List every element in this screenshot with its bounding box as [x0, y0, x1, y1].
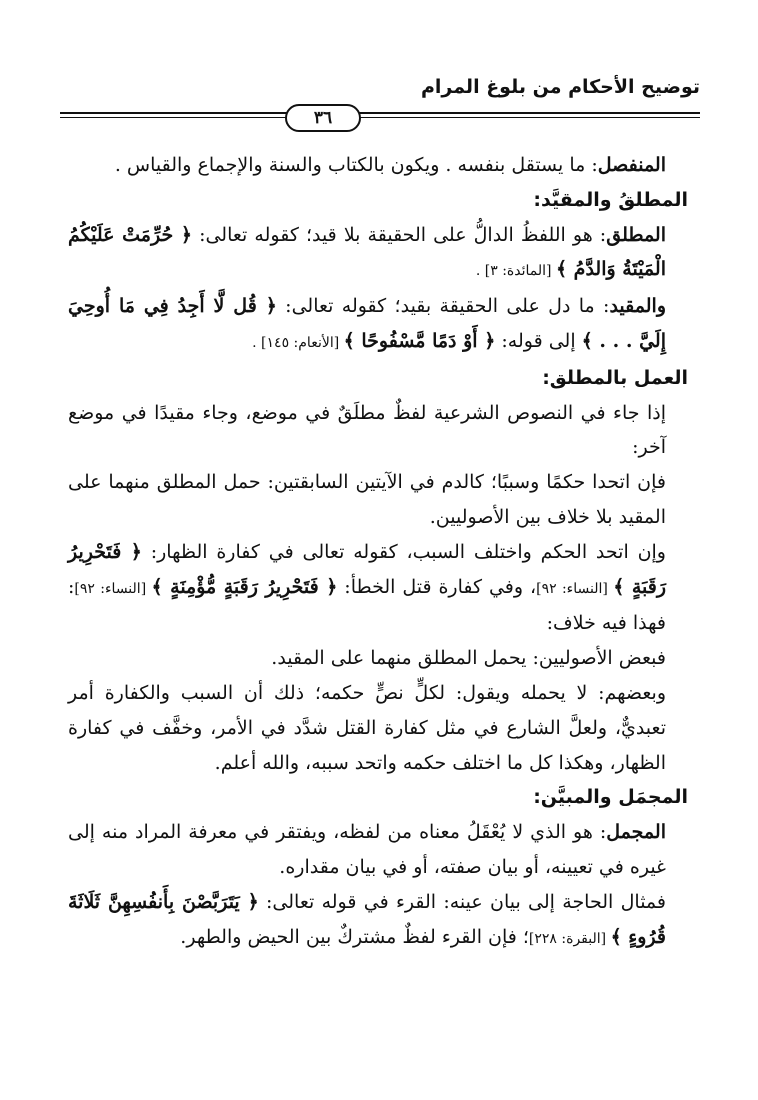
verse-reference: [البقرة: ٢٢٨]	[528, 930, 611, 947]
body-text: ؛ فإن القرء لفظٌ مشتركٌ بين الحيض والطهر.	[180, 925, 529, 948]
quran-verse: ﴿ قُل لَّا أَجِدُ فِي مَا أُوحِيَ إِلَيَّ . . . ﴾	[68, 295, 666, 352]
page-body	[68, 148, 688, 956]
connector-text: إلى قوله:	[495, 329, 582, 352]
term-mujmal: المجمل	[606, 821, 666, 844]
paragraph-opinion-2: وبعضهم: لا يحمله ويقول: لكلٍّ نصٍّ حكمه؛ ذلك أن السبب والكفارة أمر تعبديٌّ، ولعلَّ الشارع في مثل كفارة القتل شدَّد في الأمر، وخفَّف في كفارة الظهار، وهكذا كل ما اختلف حكمه واتحد سببه، والله أعلم.	[68, 681, 666, 774]
term-muqayyad: والمقيد	[609, 295, 666, 318]
body-text: وإن اتحد الحكم واختلف السبب، كقوله تعالى في كفارة الظهار:	[141, 540, 666, 563]
section-heading-amal-bil-mutlaq: العمل بالمطلق:	[542, 366, 688, 389]
verse-reference: [النساء: ٩٢]	[536, 580, 614, 597]
paragraph-muqayyad	[68, 289, 688, 361]
paragraph-mutlaq	[68, 218, 688, 290]
definition-mujmal: : هو الذي لا يُعْقَلُ معناه من لفظه، ويفتقر في معرفة المراد منه إلى غيره في تعيينه، أو بيان صفته، أو في بيان مقداره.	[68, 821, 666, 878]
verse-reference: [المائدة: ٣] .	[475, 263, 556, 280]
quran-verse: ﴿ فَتَحْرِيرُ رَقَبَةٍ مُّؤْمِنَةٍ ﴾	[151, 575, 338, 598]
paragraph-munfasil	[68, 148, 688, 183]
term-munfasil: المنفصل	[597, 154, 666, 176]
definition-munfasil: : ما يستقل بنفسه . ويكون بالكتاب والسنة والإجماع والقياس .	[114, 154, 598, 176]
definition-mutlaq: : هو اللفظُ الدالُّ على الحقيقة بلا قيد؛ كقوله تعالى:	[192, 223, 607, 246]
paragraph-case-same: فإن اتحدا حكمًا وسببًا؛ كالدم في الآيتين السابقتين: حمل المطلق منهما على المقيد بلا خلاف بين الأصوليين.	[68, 471, 666, 528]
header-rule	[60, 106, 700, 130]
verse-reference: [الأنعام: ١٤٥] .	[252, 334, 344, 351]
book-title: توضيح الأحكام من بلوغ المرام	[420, 76, 700, 98]
paragraph-opinion-1: فبعض الأصوليين: يحمل المطلق منهما على المقيد.	[271, 647, 666, 670]
quran-verse: ﴿ يَتَرَبَّصْنَ بِأَنفُسِهِنَّ ثَلَاثَةَ قُرُوءٍ ﴾	[68, 890, 666, 948]
header-rule-thin	[60, 117, 700, 118]
header-rule-thick	[60, 112, 700, 114]
paragraph-intro: إذا جاء في النصوص الشرعية لفظٌ مطلَقٌ في موضع، وجاء مقيدًا في موضع آخر:	[68, 401, 666, 459]
quran-verse: ﴿ فَتَحْرِيرُ رَقَبَةٍ ﴾	[68, 540, 667, 598]
paragraph-case-different-cause	[68, 535, 688, 641]
term-mutlaq: المطلق	[606, 223, 666, 246]
page-number: ٣٦	[285, 104, 361, 132]
section-heading-mutlaq-muqayyad: المطلقُ والمقيَّد:	[533, 188, 688, 211]
quran-verse: ﴿ أَوْ دَمًا مَّسْفُوحًا ﴾	[343, 329, 496, 352]
body-text: : فهذا فيه خلاف:	[68, 575, 666, 635]
body-text: فمثال الحاجة إلى بيان عينه: القرء في قوله تعالى:	[258, 890, 666, 913]
paragraph-example-qur	[68, 885, 688, 957]
body-text: ، وفي كفارة قتل الخطأ:	[337, 575, 537, 598]
verse-reference: [النساء: ٩٢]	[74, 580, 152, 597]
quran-verse: ﴿ حُرِّمَتْ عَلَيْكُمُ الْمَيْتَةُ وَالدَّمُ ﴾	[68, 223, 666, 281]
definition-muqayyad: : ما دل على الحقيقة بقيد؛ كقوله تعالى:	[276, 295, 610, 318]
running-header	[60, 76, 700, 106]
paragraph-mujmal	[68, 815, 688, 885]
section-heading-mujmal-mubayyan: المجمَل والمبيَّن:	[533, 786, 688, 809]
